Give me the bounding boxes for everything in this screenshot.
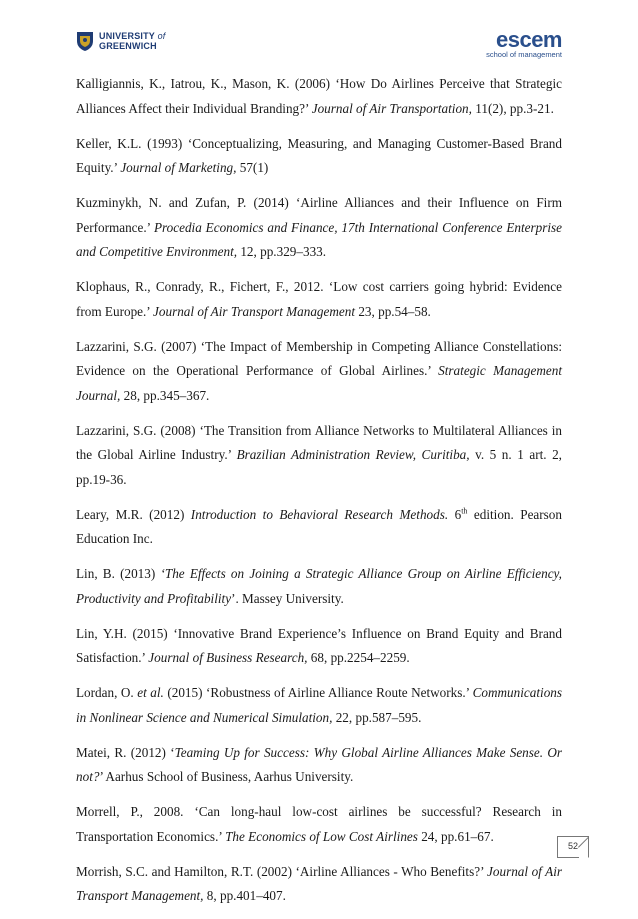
- reference-text: Strategic Management Journal,: [76, 363, 562, 403]
- reference-entry: [76, 132, 562, 181]
- reference-text: edition. Pearson Education Inc.: [76, 506, 562, 546]
- reference-text: Procedia Economics and Finance, 17th International Conference Enterprise and Competitive Environment,: [76, 219, 563, 259]
- reference-entry: [76, 741, 562, 790]
- escem-logo: [486, 27, 562, 59]
- reference-text: ’ Aarhus School of Business, Aarhus University.: [99, 769, 354, 784]
- reference-text: 57(1): [236, 160, 269, 175]
- reference-text: 24, pp.61–67.: [417, 828, 494, 844]
- reference-text: 23, pp.54–58.: [355, 303, 431, 319]
- reference-text: (2015) ‘Robustness of Airline Alliance Route Networks.’: [163, 685, 473, 700]
- reference-text: Brazilian Administration Review, Curitiba,: [236, 447, 470, 462]
- reference-text: 6: [448, 506, 462, 522]
- uog-of: of: [157, 31, 166, 41]
- page-corner-fold: [579, 848, 589, 858]
- uog-line2: GREENWICH: [99, 41, 157, 51]
- reference-text: ‘The Effects on Joining a Strategic Alliance Group on Airline Efficiency, Productivity and Profitability: [76, 566, 562, 606]
- reference-text: Morrish, S.C. and Hamilton, R.T. (2002) ‘Airline Alliances - Who Benefits?’: [76, 863, 488, 879]
- reference-text: Lazzarini, S.G. (2007) ‘The Impact of Membership in Competing Alliance Constellations: Evidence on the Operational Performance of Global Airlines.’: [76, 338, 562, 378]
- reference-entry: [76, 562, 562, 611]
- reference-text: 12, pp.329–333.: [237, 244, 327, 259]
- reference-text: Lordan, O.: [76, 685, 138, 700]
- reference-text: 11(2), pp.3-21.: [471, 100, 554, 116]
- crest-icon: [76, 30, 94, 52]
- reference-text: Kuzminykh, N. and Zufan, P. (2014) ‘Airline Alliances and their Influence on Firm Performance.’: [76, 195, 562, 235]
- reference-entry: [76, 622, 562, 671]
- reference-text: Morrell, P., 2008. ‘Can long-haul low-cost airlines be successful? Research in Transportation Economics.’: [76, 804, 562, 844]
- reference-text: Matei, R. (2012) ‘: [76, 744, 175, 760]
- reference-text: Introduction to Behavioral Research Methods.: [190, 506, 449, 522]
- uog-line1: UNIVERSITY: [99, 31, 155, 41]
- reference-text: 68, pp.2254–2259.: [307, 650, 410, 665]
- page-header: [0, 27, 638, 70]
- reference-text: Leary, M.R. (2012): [76, 506, 191, 522]
- reference-entry: [76, 419, 562, 493]
- reference-text: Journal of Air Transport Management: [153, 303, 356, 319]
- reference-text: Keller, K.L. (1993) ‘Conceptualizing, Measuring, and Managing Customer-Based Brand Equity.’: [76, 135, 562, 175]
- reference-text: th: [461, 506, 468, 516]
- page-number: 52: [567, 841, 578, 851]
- reference-text: 8, pp.401–407.: [203, 888, 286, 903]
- reference-entry: [76, 275, 562, 324]
- reference-text: et al.: [137, 685, 164, 700]
- reference-text: Klophaus, R., Conrady, R., Fichert, F., 2012. ‘Low cost carriers going hybrid: Evidence from Europe.’: [76, 279, 562, 319]
- reference-text: Lin, B. (2013): [76, 566, 161, 581]
- reference-text: Journal of Air Transport Management,: [76, 863, 563, 903]
- reference-text: Kalligiannis, K., Iatrou, K., Mason, K. (2006) ‘How Do Airlines Perceive that Strategic Alliances Affect their Individual Branding?’: [76, 76, 562, 116]
- reference-entry: [76, 335, 562, 409]
- reference-text: v. 5 n. 1 art. 2, pp.19-36.: [76, 447, 562, 487]
- university-of-greenwich-logo: [76, 30, 165, 52]
- reference-text: Lin, Y.H. (2015) ‘Innovative Brand Experience’s Influence on Brand Equity and Brand Satisfaction.’: [76, 625, 562, 665]
- reference-entry: [76, 681, 562, 730]
- reference-entry: [76, 503, 562, 552]
- reference-entry: [76, 800, 562, 849]
- reference-text: 22, pp.587–595.: [332, 709, 422, 725]
- reference-text: Lazzarini, S.G. (2008) ‘The Transition from Alliance Networks to Multilateral Alliances in the Global Airline Industry.’: [76, 422, 562, 462]
- reference-list: [76, 72, 562, 919]
- reference-text: Teaming Up for Success: Why Global Airline Alliances Make Sense. Or not?: [76, 744, 563, 784]
- reference-text: The Economics of Low Cost Airlines: [225, 828, 418, 844]
- reference-entry: [76, 860, 562, 909]
- reference-text: Journal of Air Transportation,: [311, 100, 472, 116]
- escem-subtitle: school of management: [486, 50, 562, 59]
- reference-entry: [76, 191, 562, 265]
- escem-wordmark: escem: [495, 27, 562, 52]
- reference-text: 28, pp.345–367.: [120, 387, 210, 403]
- reference-text: Journal of Business Research,: [148, 650, 308, 665]
- reference-text: Communications in Nonlinear Science and Numerical Simulation,: [76, 685, 563, 725]
- reference-entry: [76, 72, 562, 121]
- reference-text: Journal of Marketing,: [120, 160, 237, 175]
- reference-text: ’. Massey University.: [231, 590, 344, 606]
